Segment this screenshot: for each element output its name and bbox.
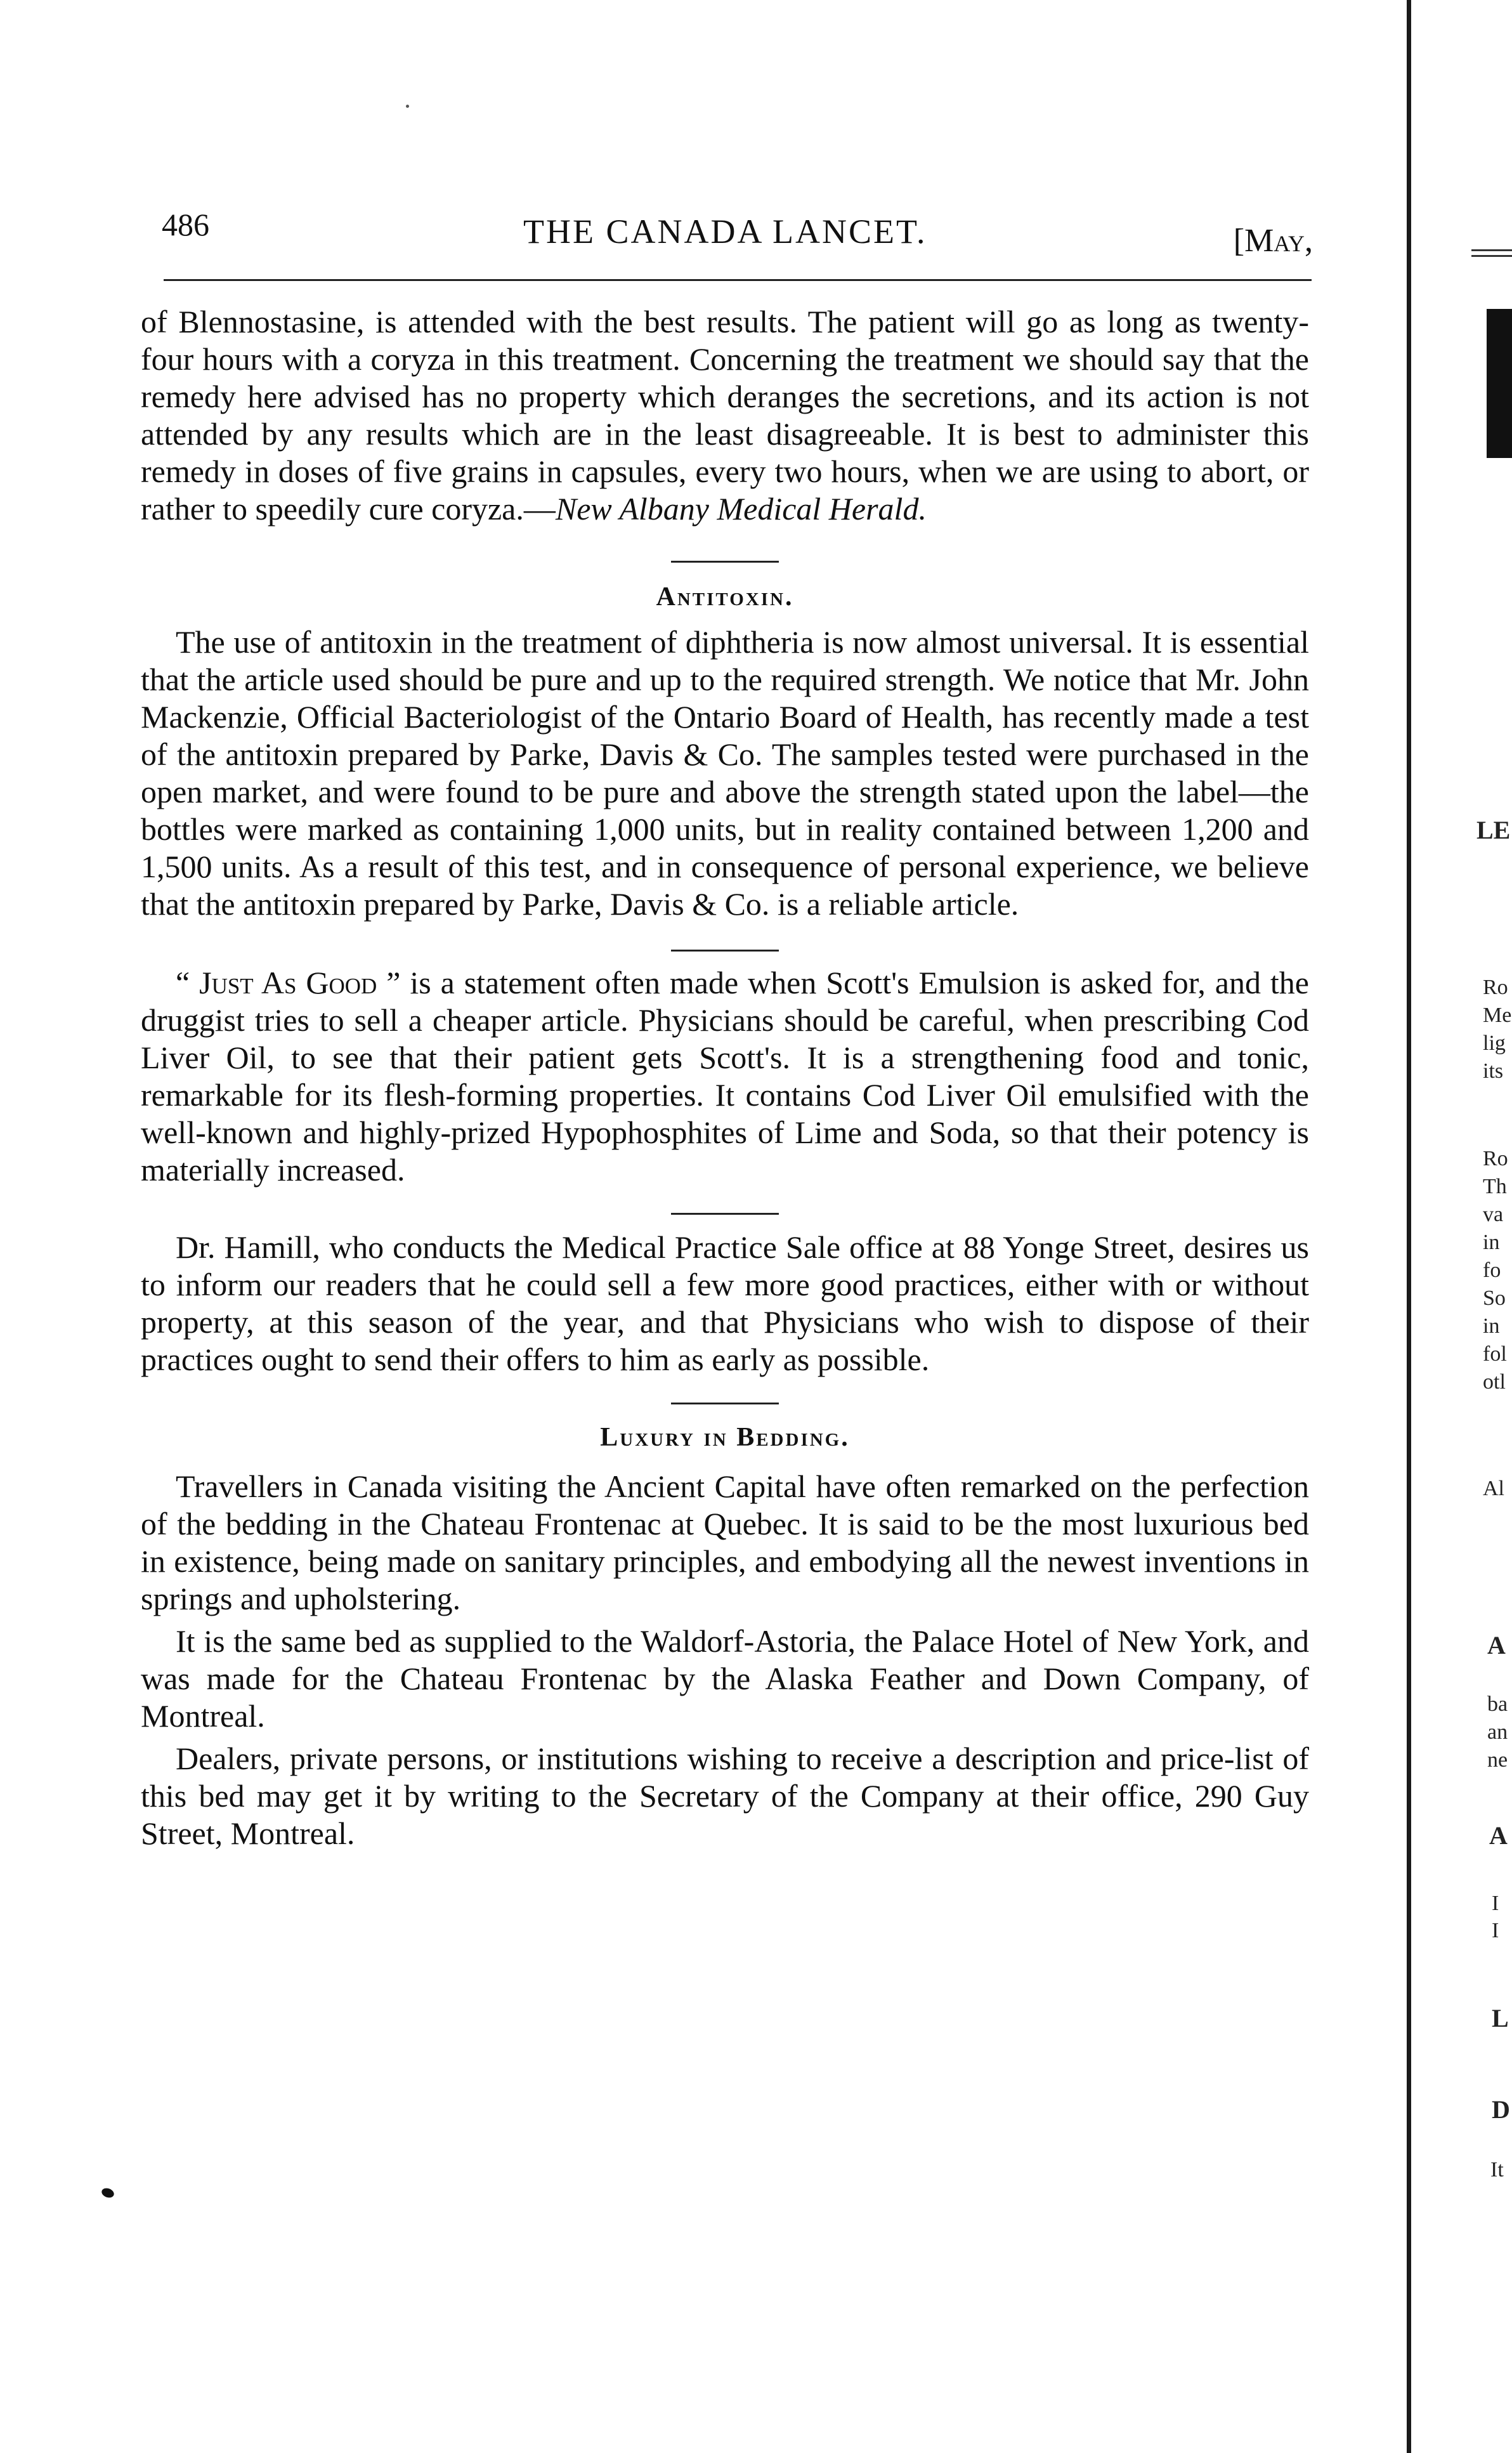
header-month: [May,: [1233, 223, 1313, 259]
section-divider: [671, 1213, 779, 1215]
facing-page-fragment: I: [1492, 1919, 1499, 1942]
facing-page-fragment: fol: [1483, 1342, 1507, 1366]
facing-page-fragment: So: [1483, 1286, 1506, 1310]
scotts-paragraph: [141, 964, 1309, 1189]
facing-page-fragment: Al: [1483, 1477, 1504, 1500]
scotts-lead: “ Just As Good ”: [176, 965, 401, 1000]
facing-page-fragment: LE: [1476, 816, 1511, 844]
facing-page-fragment: Th: [1483, 1175, 1507, 1198]
journal-title: THE CANADA LANCET.: [523, 213, 927, 251]
facing-page-fragment: ne: [1487, 1748, 1508, 1772]
antitoxin-paragraph: The use of antitoxin in the treatment of diphtheria is now almost universal. It is essential that the article used should be pure and up to the required strength. We notice that Mr. John Mackenzie, Official Bacteriologist of the Ontario Board of Health, has recently made a test of the antitoxin prepared by Parke, Davis & Co. The samples tested were purchased in the open market, and were found to be pure and above the strength stated upon the label—the bottles were marked as containing 1,000 units, but in reality contained between 1,200 and 1,500 units. As a result of this test, and in consequence of personal experience, we believe that the antitoxin prepared by Parke, Davis & Co. is a reliable article.: [141, 624, 1309, 922]
header-rule: [164, 279, 1312, 281]
bedding-paragraph: Travellers in Canada visiting the Ancient Capital have often remarked on the perfection of the bedding in the Chateau Frontenac at Quebec. It is said to be the most luxurious bed in existence, being made on sanitary principles, and embodying all the newest inventions in springs and upholstering.: [141, 1469, 1309, 1616]
section-divider: [671, 1403, 779, 1404]
facing-page-fragment: Ro: [1483, 1147, 1508, 1170]
scotts-body: is a statement often made when Scott's Emulsion is asked for, and the druggist tries to sell a cheaper article. Physicians should be careful, when prescribing Cod Liver Oil, to see that their patient gets Scott's. It is a strengthening food and tonic, remarkable for its flesh-forming properties. It contains Cod Liver Oil emulsified with the well-known and highly-prized Hypophosphites of Lime and Soda, so that their potency is materially increased.: [141, 965, 1310, 1187]
bedding-paragraph: It is the same bed as supplied to the Waldorf-Astoria, the Palace Hotel of New York, and was made for the Chateau Frontenac by the Alaska Feather and Down Company, of Montreal.: [141, 1623, 1309, 1734]
facing-page-fragment: It: [1490, 2158, 1504, 2182]
antitoxin-heading: Antitoxin.: [656, 582, 794, 612]
facing-page-rule: [1471, 255, 1512, 257]
facing-page-fragment: an: [1487, 1720, 1508, 1744]
facing-page-fragment: va: [1483, 1203, 1504, 1226]
facing-page-fragment: in: [1483, 1231, 1500, 1254]
bedding-paragraph: Dealers, private persons, or institutions wishing to receive a description and price-list of this bed may get it by writing to the Secretary of the Company at their office, 290 Guy Street, Montreal.: [141, 1741, 1309, 1851]
facing-page-fragment: A: [1489, 1821, 1508, 1850]
page-number: 486: [162, 207, 209, 242]
facing-page-fragment: in: [1483, 1314, 1500, 1338]
facing-page-fragment: otl: [1483, 1370, 1506, 1394]
facing-page-fragment: Me: [1483, 1004, 1512, 1027]
facing-page-fragment: Ro: [1483, 976, 1508, 999]
continued-text: of Blennostasine, is attended with the best results. The patient will go as long as twenty-four hours with a coryza in this treatment. Concerning the treatment we should say that the remedy here advised has no property which deranges the secretions, and its action is not attended by any results which are in the least disagreeable. It is best to administer this remedy in doses of five grains in capsules, every two hours, when we are using to abort, or rather to speedily cure coryza.—: [141, 304, 1309, 527]
section-divider: [671, 950, 779, 952]
facing-page-fragment: L: [1492, 2004, 1509, 2032]
facing-page-fragment: A: [1487, 1631, 1506, 1659]
ink-blot: [100, 2187, 115, 2199]
text-column: [141, 303, 1309, 1852]
bedding-heading: Luxury in Bedding.: [600, 1423, 850, 1452]
facing-page-block: [1487, 309, 1512, 458]
facing-page-fragment: its: [1483, 1059, 1504, 1083]
page-header: [162, 203, 1313, 260]
section-divider: [671, 561, 779, 563]
hamill-paragraph: Dr. Hamill, who conducts the Medical Practice Sale office at 88 Yonge Street, desires us to inform our readers that he could sell a few more good practices, either with or without property, at this season of the year, and that Physicians who wish to dispose of their practices ought to send their offers to him as early as possible.: [141, 1229, 1309, 1377]
paper-speck: [406, 105, 409, 108]
facing-page-fragment: D: [1492, 2095, 1510, 2124]
facing-page-fragment: fo: [1483, 1259, 1501, 1282]
facing-page-gutter: [1407, 0, 1411, 2453]
continued-source: New Albany Medical Herald.: [555, 491, 927, 527]
facing-page-fragment: ba: [1487, 1692, 1508, 1716]
facing-page-rule: [1471, 249, 1512, 251]
continued-paragraph: [141, 303, 1309, 528]
facing-page-fragment: lig: [1483, 1031, 1506, 1055]
facing-page-fragment: I: [1492, 1892, 1499, 1915]
